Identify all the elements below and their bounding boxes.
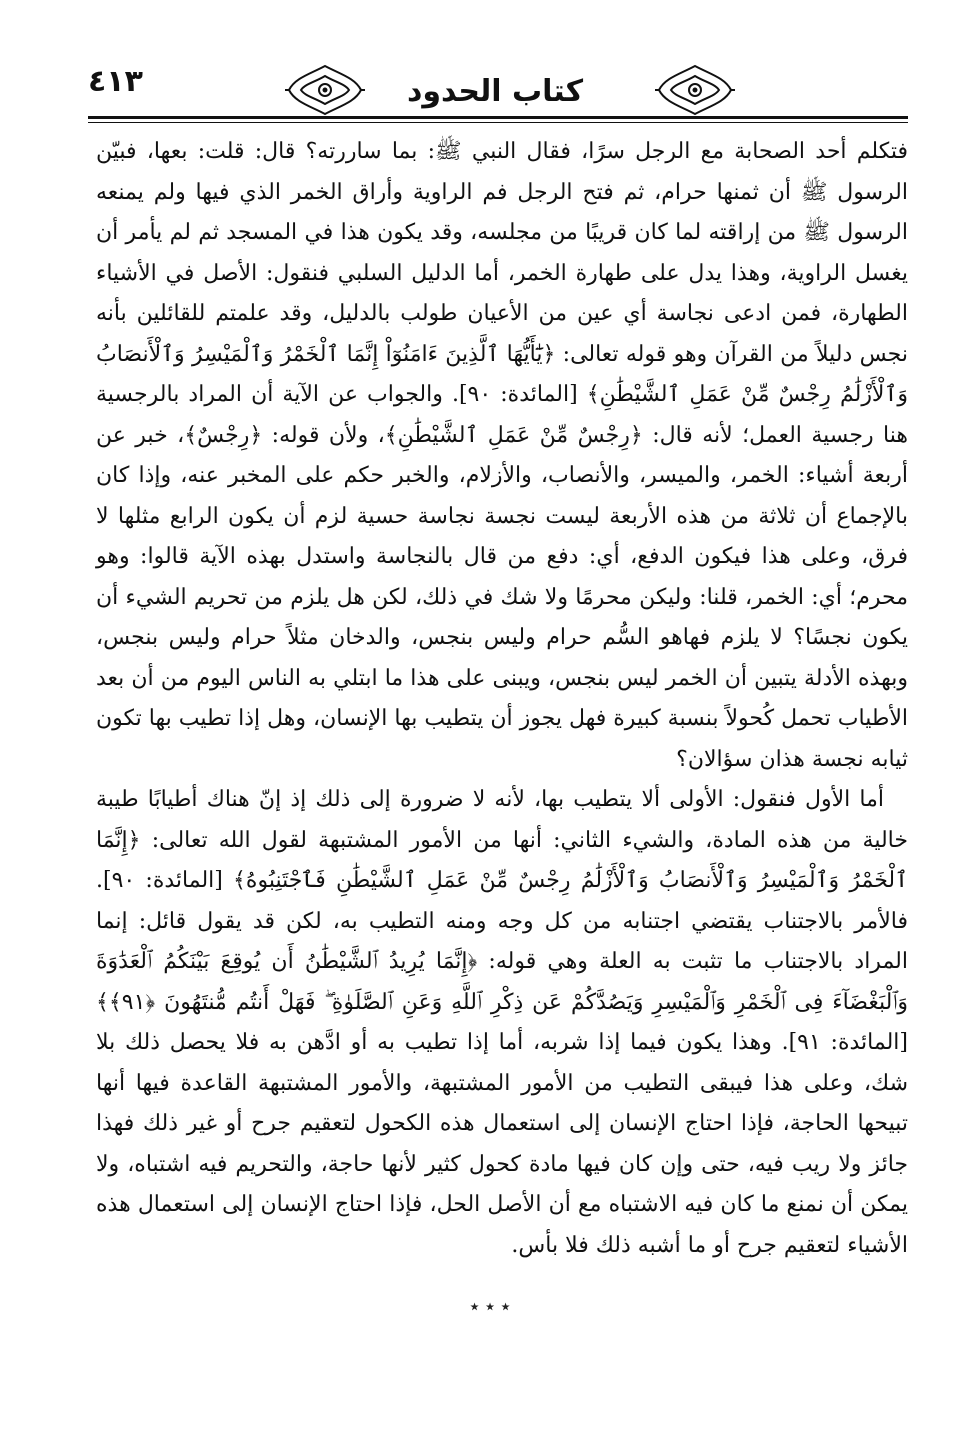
header-rule-thin — [88, 122, 908, 123]
page-number: ٤١٣ — [88, 64, 143, 99]
running-title: كتاب الحدود — [406, 74, 584, 109]
ornament-right-icon — [655, 60, 735, 120]
paragraph-1: فتكلم أحد الصحابة مع الرجل سرًا، فقال النبي ﷺ: بما ساررته؟ قال: قلت: بعها، فبيّن الرسول ﷺ أن ثمنها حرام، ثم فتح الرجل فم الراوية وأراق الخمر الذي فيها ولم يمنعه الرسول ﷺ من إراقته لما كان قريبًا من مجلسه، وقد يكون هذا في المسجد ثم لم يأمر أن يغسل الراوية، وهذا يدل على طهارة الخمر، أما الدليل السلبي فنقول: الأصل في الأشياء الطهارة، فمن ادعى نجاسة أي عين من الأعيان طولب بالدليل، وقد علمتم للقائلين بأنه نجس دليلاً من القرآن وهو قوله تعالى: ﴿يَٰٓأَيُّهَا ٱلَّذِينَ ءَامَنُوٓاْ إِنَّمَا ٱلْخَمْرُ وَٱلْمَيْسِرُ وَٱلْأَنصَابُ وَٱلْأَزْلَٰمُ رِجْسٌ مِّنْ عَمَلِ ٱلشَّيْطَٰنِ﴾ [المائدة: ٩٠]. والجواب عن الآية أن المراد بالرجسية هنا رجسية العمل؛ لأنه قال: ﴿رِجْسٌ مِّنْ عَمَلِ ٱلشَّيْطَٰنِ﴾، ولأن قوله: ﴿رِجْسٌ﴾، خبر عن أربعة أشياء: الخمر، والميسر، والأنصاب، والأزلام، والخبر حكم على المخبر عنه، وإذا كان بالإجماع أن ثلاثة من هذه الأربعة ليست نجسة نجاسة حسية لزم أن يكون الرابع مثلها لا فرق، وعلى هذا فيكون الدفع، أي: دفع من قال بالنجاسة واستدل بهذه الآية قالوا: وهو محرم؛ أي: الخمر، قلنا: وليكن محرمًا ولا شك في ذلك، لكن هل يلزم من تحريم الشيء أن يكون نجسًا؟ لا يلزم فهاهو السُّم حرام وليس بنجس، والدخان مثلاً حرام وليس بنجس، وبهذه الأدلة يتبين أن الخمر ليس بنجس، ويبنى على هذا ما ابتلي به الناس اليوم من أن بعد الأطياب تحمل كُحولاً بنسبة كبيرة فهل يجوز أن يتطيب بها الإنسان، وهل إذا تطيب بها تكون ثيابه نجسة هذان سؤالان؟ — [95, 139, 909, 772]
ornament-left-icon — [285, 60, 365, 120]
end-of-section-marker: ٭ ٭ ٭ — [469, 1296, 511, 1317]
paragraph-2: أما الأول فنقول: الأولى ألا يتطيب بها، لأنه لا ضرورة إلى ذلك إذ إنّ هناك أطيابًا طيبة خالية من هذه المادة، والشيء الثاني: أنها من الأمور المشتبهة لقول الله تعالى: ﴿إِنَّمَا ٱلْخَمْرُ وَٱلْمَيْسِرُ وَٱلْأَنصَابُ وَٱلْأَزْلَٰمُ رِجْسٌ مِّنْ عَمَلِ ٱلشَّيْطَٰنِ فَٱجْتَنِبُوهُ﴾ [المائدة: ٩٠]. فالأمر بالاجتناب يقتضي اجتنابه من كل وجه ومنه التطيب به، لكن قد يقول قائل: إنما المراد بالاجتناب ما تثبت به العلة وهي قوله: ﴿إِنَّمَا يُرِيدُ ٱلشَّيْطَٰنُ أَن يُوقِعَ بَيْنَكُمُ ٱلْعَدَٰوَةَ وَٱلْبَغْضَآءَ فِى ٱلْخَمْرِ وَٱلْمَيْسِرِ وَيَصُدَّكُمْ عَن ذِكْرِ ٱللَّهِ وَعَنِ ٱلصَّلَوٰةِ ۖ فَهَلْ أَنتُم مُّنتَهُونَ ﴿٩١﴾﴾ [المائدة: ٩١]. وهذا يكون فيما إذا شربه، أما إذا تطيب به أو ادَّهن به فلا يحصل ذلك بلا شك، وعلى هذا فيبقى التطيب من الأمور المشتبهة، والأمور المشتبهة القاعدة فيها أنها تبيحها الحاجة، فإذا احتاج الإنسان إلى استعمال هذه الكحول لتعقيم جرح أو غير ذلك فهذا جائز ولا ريب فيه، حتى وإن كان فيها مادة كحول كثير لأنها حاجة، والتحريم فيه اشتباه، ولا يمكن أن نمنع ما كان فيه الاشتباه مع أن الأصل الحل، فإذا احتاج الإنسان إلى استعمال هذه الأشياء لتعقيم جرح أو ما أشبه ذلك فلا بأس. — [96, 787, 908, 1258]
header-rule — [88, 116, 908, 119]
body-text — [96, 132, 908, 1266]
page-header — [80, 60, 910, 130]
